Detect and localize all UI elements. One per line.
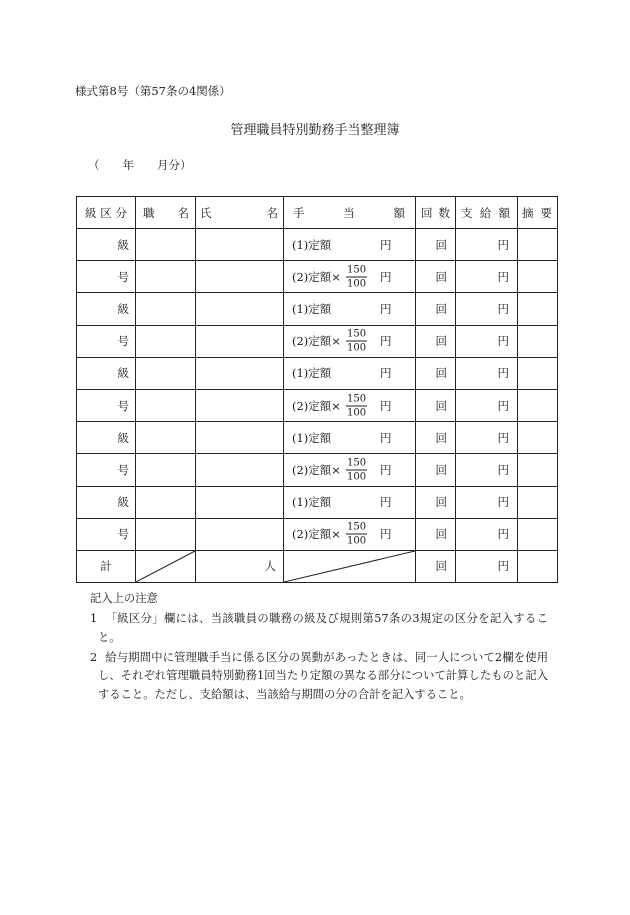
column-header-name: 氏名 xyxy=(196,197,284,229)
rate-fraction xyxy=(346,457,367,482)
notes-section xyxy=(90,590,548,704)
payment-cell: 円 xyxy=(456,550,518,582)
allowance-label: (2)定額× xyxy=(292,527,341,542)
allowance-cell xyxy=(284,486,416,518)
table-row xyxy=(77,389,558,421)
rate-fraction xyxy=(346,329,367,354)
persons-cell: 人 xyxy=(196,550,284,582)
position-cell xyxy=(136,486,196,518)
header-row xyxy=(77,197,558,229)
total-row xyxy=(77,550,558,582)
allowance-cell xyxy=(284,325,416,357)
grade-cell: 号 xyxy=(77,454,136,486)
rate-fraction xyxy=(346,393,367,418)
payment-cell: 円 xyxy=(456,261,518,293)
payment-cell: 円 xyxy=(456,293,518,325)
count-cell: 回 xyxy=(416,293,456,325)
allowance-yen-unit: 円 xyxy=(380,334,392,349)
name-cell xyxy=(196,261,284,293)
allowance-label: (1)定額 xyxy=(292,301,332,316)
period-line: （ 年 月分） xyxy=(88,158,192,172)
remarks-cell xyxy=(518,518,558,550)
allowance-register-table xyxy=(76,196,558,583)
name-cell xyxy=(196,293,284,325)
remarks-cell xyxy=(518,325,558,357)
table-row xyxy=(77,325,558,357)
note-number: 2 xyxy=(90,650,98,664)
rate-fraction xyxy=(346,522,367,547)
name-cell xyxy=(196,357,284,389)
remarks-cell xyxy=(518,486,558,518)
allowance-label: (1)定額 xyxy=(292,495,332,510)
position-cell xyxy=(136,389,196,421)
allowance-cell xyxy=(284,357,416,389)
note-item xyxy=(90,649,548,705)
diagonal-slash xyxy=(284,551,415,582)
position-cell xyxy=(136,454,196,486)
payment-cell: 円 xyxy=(456,229,518,261)
allowance-yen-unit: 円 xyxy=(380,269,392,284)
position-cell xyxy=(136,422,196,454)
grade-cell: 号 xyxy=(77,261,136,293)
payment-cell: 円 xyxy=(456,325,518,357)
allowance-yen-unit: 円 xyxy=(380,430,392,445)
grade-cell: 級 xyxy=(77,229,136,261)
fraction-denominator: 100 xyxy=(347,535,367,547)
total-label: 計 xyxy=(77,550,136,582)
count-cell: 回 xyxy=(416,261,456,293)
notes-heading: 記入上の注意 xyxy=(90,592,158,605)
rate-fraction xyxy=(346,264,367,289)
name-cell xyxy=(196,454,284,486)
count-cell: 回 xyxy=(416,229,456,261)
allowance-yen-unit: 円 xyxy=(380,366,392,381)
allowance-label: (1)定額 xyxy=(292,237,332,252)
position-cell xyxy=(136,261,196,293)
payment-cell: 円 xyxy=(456,422,518,454)
allowance-yen-unit: 円 xyxy=(380,301,392,316)
table-row xyxy=(77,229,558,261)
count-cell: 回 xyxy=(416,389,456,421)
allowance-cell xyxy=(284,261,416,293)
allowance-yen-unit: 円 xyxy=(380,237,392,252)
table-row xyxy=(77,486,558,518)
name-cell xyxy=(196,518,284,550)
payment-cell: 円 xyxy=(456,518,518,550)
column-header-remarks: 摘要 xyxy=(518,197,558,229)
form-number: 様式第8号（第57条の4関係） xyxy=(75,84,231,98)
position-cell xyxy=(136,229,196,261)
allowance-cell xyxy=(284,389,416,421)
count-cell: 回 xyxy=(416,518,456,550)
fraction-numerator: 150 xyxy=(347,457,367,469)
allowance-cell xyxy=(284,518,416,550)
position-cell xyxy=(136,518,196,550)
name-cell xyxy=(196,486,284,518)
fraction-denominator: 100 xyxy=(347,407,367,419)
allowance-yen-unit: 円 xyxy=(380,462,392,477)
column-header-count: 回数 xyxy=(416,197,456,229)
note-item xyxy=(90,610,548,647)
allowance-label: (1)定額 xyxy=(292,430,332,445)
note-text: 「級区分」欄には、当該職員の職務の級及び規則第57条の3規定の区分を記入すること。 xyxy=(98,612,548,644)
note-text: 給与期間中に管理職手当に係る区分の異動があったときは、同一人について2欄を使用し、それぞれ管理職員特別勤務1回当たり定額の異なる部分について計算したものと記入すること。ただし、支給額は、当該給与期間の分の合計を記入すること。 xyxy=(98,650,548,701)
allowance-label: (2)定額× xyxy=(292,398,341,413)
allowance-cell xyxy=(284,293,416,325)
count-cell: 回 xyxy=(416,325,456,357)
page-title: 管理職員特別勤務手当整理簿 xyxy=(230,123,400,138)
fraction-numerator: 150 xyxy=(347,328,367,340)
count-cell: 回 xyxy=(416,550,456,582)
remarks-cell xyxy=(518,357,558,389)
name-cell xyxy=(196,325,284,357)
fraction-numerator: 150 xyxy=(347,393,367,405)
grade-cell: 級 xyxy=(77,486,136,518)
allowance-label: (2)定額× xyxy=(292,269,341,284)
grade-cell: 号 xyxy=(77,325,136,357)
grade-cell: 級 xyxy=(77,357,136,389)
table-row xyxy=(77,293,558,325)
allowance-yen-unit: 円 xyxy=(380,495,392,510)
allowance-label: (2)定額× xyxy=(292,462,341,477)
remarks-cell xyxy=(518,229,558,261)
table-row xyxy=(77,454,558,486)
count-cell: 回 xyxy=(416,486,456,518)
name-cell xyxy=(196,389,284,421)
payment-cell: 円 xyxy=(456,486,518,518)
table-row xyxy=(77,261,558,293)
position-cell xyxy=(136,293,196,325)
remarks-cell xyxy=(518,422,558,454)
name-cell xyxy=(196,422,284,454)
fraction-denominator: 100 xyxy=(347,471,367,483)
table-row xyxy=(77,518,558,550)
allowance-label: (2)定額× xyxy=(292,334,341,349)
allowance-yen-unit: 円 xyxy=(380,527,392,542)
table-row xyxy=(77,422,558,454)
fraction-denominator: 100 xyxy=(347,278,367,290)
column-header-payment: 支給額 xyxy=(456,197,518,229)
grade-cell: 号 xyxy=(77,518,136,550)
grade-cell: 級 xyxy=(77,293,136,325)
allowance-cell xyxy=(284,454,416,486)
column-header-grade: 級区分 xyxy=(77,197,136,229)
remarks-cell xyxy=(518,261,558,293)
allowance-yen-unit: 円 xyxy=(380,398,392,413)
payment-cell: 円 xyxy=(456,357,518,389)
payment-cell: 円 xyxy=(456,389,518,421)
fraction-numerator: 150 xyxy=(347,264,367,276)
column-header-position: 職名 xyxy=(136,197,196,229)
grade-cell: 級 xyxy=(77,422,136,454)
position-cell-struck xyxy=(136,550,196,582)
table-row xyxy=(77,357,558,389)
count-cell: 回 xyxy=(416,422,456,454)
allowance-cell-struck xyxy=(284,550,416,582)
allowance-cell xyxy=(284,229,416,261)
grade-cell: 号 xyxy=(77,389,136,421)
position-cell xyxy=(136,357,196,389)
position-cell xyxy=(136,325,196,357)
note-number: 1 xyxy=(90,612,98,625)
remarks-cell xyxy=(518,293,558,325)
column-header-allowance: 手当額 xyxy=(284,197,416,229)
name-cell xyxy=(196,229,284,261)
fraction-numerator: 150 xyxy=(347,521,367,533)
allowance-cell xyxy=(284,422,416,454)
count-cell: 回 xyxy=(416,454,456,486)
fraction-denominator: 100 xyxy=(347,342,367,354)
remarks-cell xyxy=(518,550,558,582)
payment-cell: 円 xyxy=(456,454,518,486)
remarks-cell xyxy=(518,454,558,486)
count-cell: 回 xyxy=(416,357,456,389)
remarks-cell xyxy=(518,389,558,421)
diagonal-slash xyxy=(136,551,195,582)
allowance-label: (1)定額 xyxy=(292,366,332,381)
